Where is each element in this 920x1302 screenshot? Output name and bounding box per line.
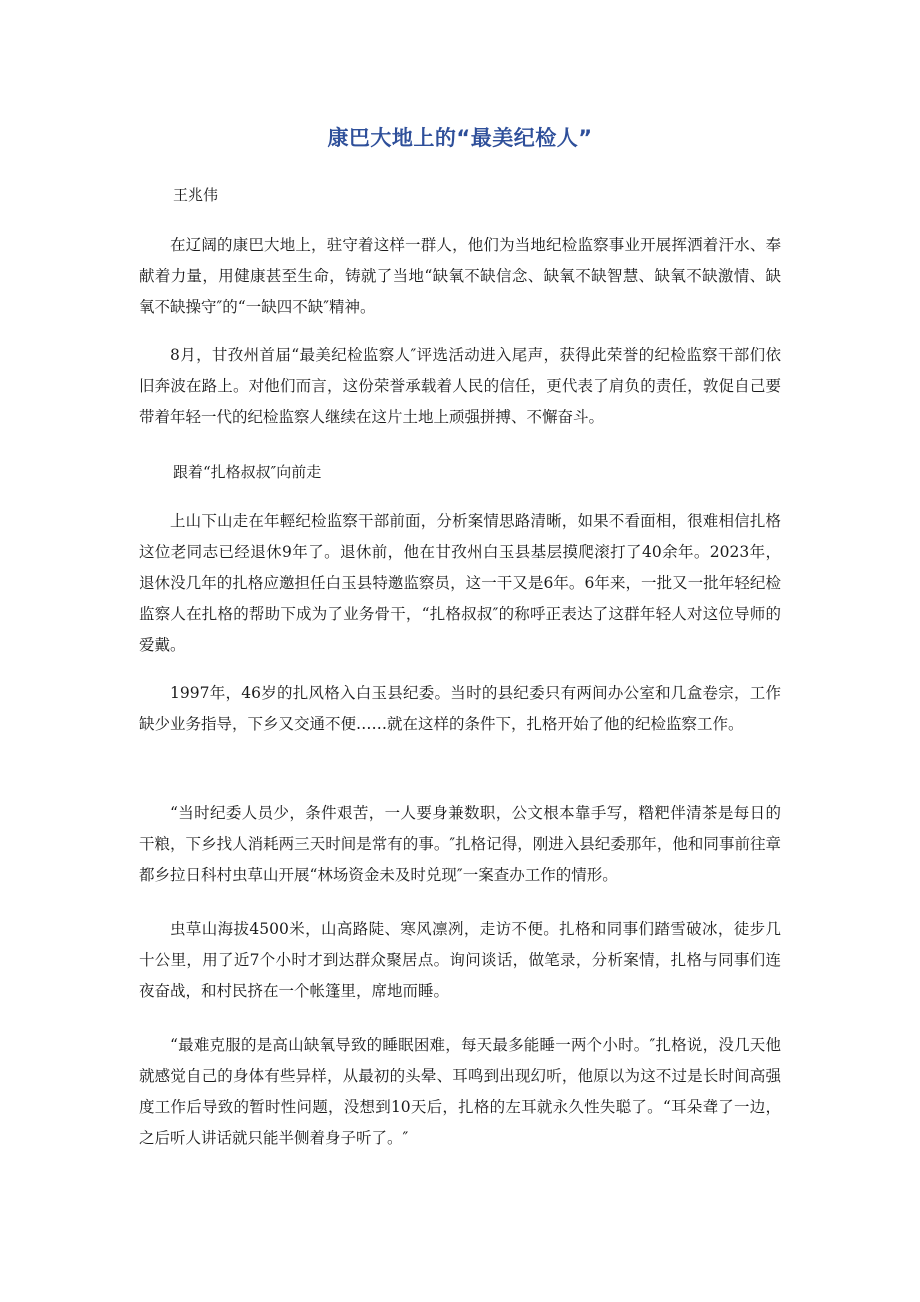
paragraph-3: 上山下山走在年輕纪检监察干部前面，分析案情思路清晰，如果不看面相，很难相信扎格这位老同志已经退休9年了。退休前，他在甘孜州白玉县基层摸爬滚打了40余年。2023年，退休没几年的扎格应邀担任白玉县特邀监察员，这一干又是6年。6年来，一批又一批年轻纪检监察人在扎格的帮助下成为了业务骨干，“扎格叔叔″的称呼正表达了这群年轻人对这位导师的爱戴。 <box>139 512 781 654</box>
paragraph-5: “当时纪委人员少，条件艰苦，一人要身兼数职，公文根本靠手写，糌粑伴清茶是每日的干粮，下乡找人消耗两三天时间是常有的事。″扎格记得，刚进入县纪委那年，他和同事前往章都乡拉日科村虫草山开展“林场资金未及时兑现″一案查办工作的情形。 <box>139 804 781 884</box>
article-title: 康巴大地上的“最美纪检人” <box>327 126 593 150</box>
paragraph-2: 8月，甘孜州首届“最美纪检监察人″评选活动进入尾声，获得此荣誉的纪检监察干部们依旧奔波在路上。对他们而言，这份荣誉承载着人民的信任，更代表了肩负的责任，敦促自己要带着年轻一代的纪检监察人继续在这片土地上顽强拼搏、不懈奋斗。 <box>139 346 781 426</box>
section-subheading: 跟着“扎格叔叔″向前走 <box>173 463 322 481</box>
paragraph-4: 1997年，46岁的扎风格入白玉县纪委。当时的县纪委只有两间办公室和几盒卷宗，工作缺少业务指导，下乡又交通不便……就在这样的条件下，扎格开始了他的纪检监察工作。 <box>139 684 781 733</box>
paragraph-1: 在辽阔的康巴大地上，驻守着这样一群人，他们为当地纪检监察事业开展挥洒着汗水、奉献着力量，用健康甚至生命，铸就了当地“缺氧不缺信念、缺氧不缺智慧、缺氧不缺激情、缺氧不缺操守″的“一缺四不缺″精神。 <box>139 236 781 316</box>
article-author: 王兆伟 <box>173 186 219 204</box>
paragraph-7: “最难克服的是高山缺氧导致的睡眠困难，每天最多能睡一两个小时。″扎格说，没几天他就感觉自己的身体有些异样，从最初的头晕、耳鸣到出现幻听，他原以为这不过是长时间高强度工作后导致的暂时性问题，没想到10天后，扎格的左耳就永久性失聪了。“耳朵聋了一边，之后听人讲话就只能半侧着身子听了。″ <box>139 1036 781 1147</box>
paragraph-6: 虫草山海拔4500米，山高路陡、寒风凛冽，走访不便。扎格和同事们踏雪破冰，徒步几十公里，用了近7个小时才到达群众聚居点。询问谈话，做笔录，分析案情，扎格与同事们连夜奋战，和村民挤在一个帐篷里，席地而睡。 <box>139 920 781 1000</box>
